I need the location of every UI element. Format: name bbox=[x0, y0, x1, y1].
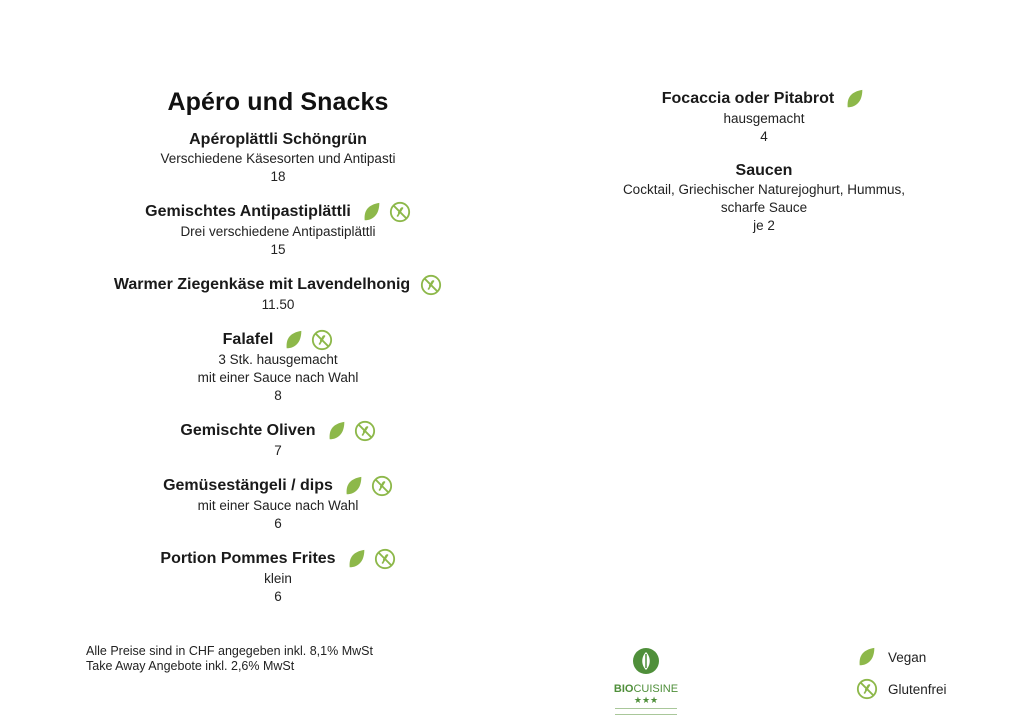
right-column bbox=[560, 88, 968, 250]
vegan-leaf-icon bbox=[844, 88, 866, 110]
item-description: Drei verschiedene Antipastiplättli bbox=[180, 224, 376, 239]
item-price: 4 bbox=[760, 129, 768, 144]
item-name: Gemüsestängeli / dips bbox=[163, 477, 333, 494]
menu-item bbox=[560, 88, 968, 146]
logo-stars: ★★★ bbox=[633, 695, 659, 705]
item-price: 18 bbox=[270, 169, 286, 184]
gluten-free-icon bbox=[374, 548, 396, 570]
item-price: 6 bbox=[274, 589, 282, 604]
legend-vegan bbox=[856, 644, 947, 670]
gluten-free-icon bbox=[354, 420, 376, 442]
logo-fine-print bbox=[615, 708, 677, 715]
item-description: Cocktail, Griechischer Naturejoghurt, Hummus, bbox=[622, 182, 906, 197]
item-price: je 2 bbox=[753, 218, 775, 233]
gluten-free-icon bbox=[420, 274, 442, 296]
price-note bbox=[86, 644, 373, 674]
legend-label: Glutenfrei bbox=[888, 681, 947, 697]
item-description: Verschiedene Käsesorten und Antipasti bbox=[160, 151, 396, 166]
item-name: Falafel bbox=[222, 331, 274, 348]
item-name: Gemischte Oliven bbox=[180, 422, 316, 439]
item-price: 6 bbox=[274, 516, 282, 531]
menu-item bbox=[80, 475, 476, 533]
item-name: Portion Pommes Frites bbox=[160, 550, 336, 567]
menu-item bbox=[80, 130, 476, 186]
menu-item bbox=[80, 274, 476, 314]
legend-glutenfrei bbox=[856, 676, 947, 702]
biocuisine-logo bbox=[604, 646, 688, 715]
vegan-leaf-icon bbox=[326, 420, 348, 442]
menu-item bbox=[80, 329, 476, 405]
item-description: mit einer Sauce nach Wahl bbox=[197, 498, 359, 513]
legend bbox=[856, 644, 947, 708]
item-price: 11.50 bbox=[261, 297, 295, 312]
item-name: Warmer Ziegenkäse mit Lavendelhonig bbox=[113, 276, 411, 293]
item-description: hausgemacht bbox=[723, 111, 805, 126]
menu-item bbox=[80, 201, 476, 259]
item-name: Apéroplättli Schöngrün bbox=[189, 131, 367, 148]
item-description: 3 Stk. hausgemacht bbox=[218, 352, 338, 367]
item-price: 8 bbox=[274, 388, 282, 403]
logo-wordmark: BIOCUISINE bbox=[613, 683, 679, 695]
menu-item bbox=[80, 548, 476, 606]
price-note-line: Alle Preise sind in CHF angegeben inkl. 8,1% MwSt bbox=[86, 644, 373, 658]
item-description: klein bbox=[264, 571, 292, 586]
left-column bbox=[80, 88, 476, 621]
gluten-free-icon bbox=[389, 201, 411, 223]
logo-emblem-icon bbox=[631, 646, 661, 676]
item-name: Focaccia oder Pitabrot bbox=[661, 90, 835, 107]
vegan-leaf-icon bbox=[856, 646, 878, 668]
menu-item bbox=[80, 420, 476, 460]
item-description: mit einer Sauce nach Wahl bbox=[197, 370, 359, 385]
vegan-leaf-icon bbox=[361, 201, 383, 223]
item-name: Saucen bbox=[735, 162, 793, 179]
item-name: Gemischtes Antipastiplättli bbox=[145, 203, 351, 220]
item-price: 7 bbox=[274, 443, 282, 458]
menu-item bbox=[560, 161, 968, 235]
item-description: scharfe Sauce bbox=[720, 200, 808, 215]
vegan-leaf-icon bbox=[343, 475, 365, 497]
section-title: Apéro und Snacks bbox=[167, 88, 389, 116]
item-price: 15 bbox=[270, 242, 286, 257]
price-note-line: Take Away Angebote inkl. 2,6% MwSt bbox=[86, 659, 295, 673]
gluten-free-icon bbox=[371, 475, 393, 497]
gluten-free-icon bbox=[311, 329, 333, 351]
legend-label: Vegan bbox=[888, 649, 927, 665]
vegan-leaf-icon bbox=[346, 548, 368, 570]
vegan-leaf-icon bbox=[283, 329, 305, 351]
gluten-free-icon bbox=[856, 678, 878, 700]
